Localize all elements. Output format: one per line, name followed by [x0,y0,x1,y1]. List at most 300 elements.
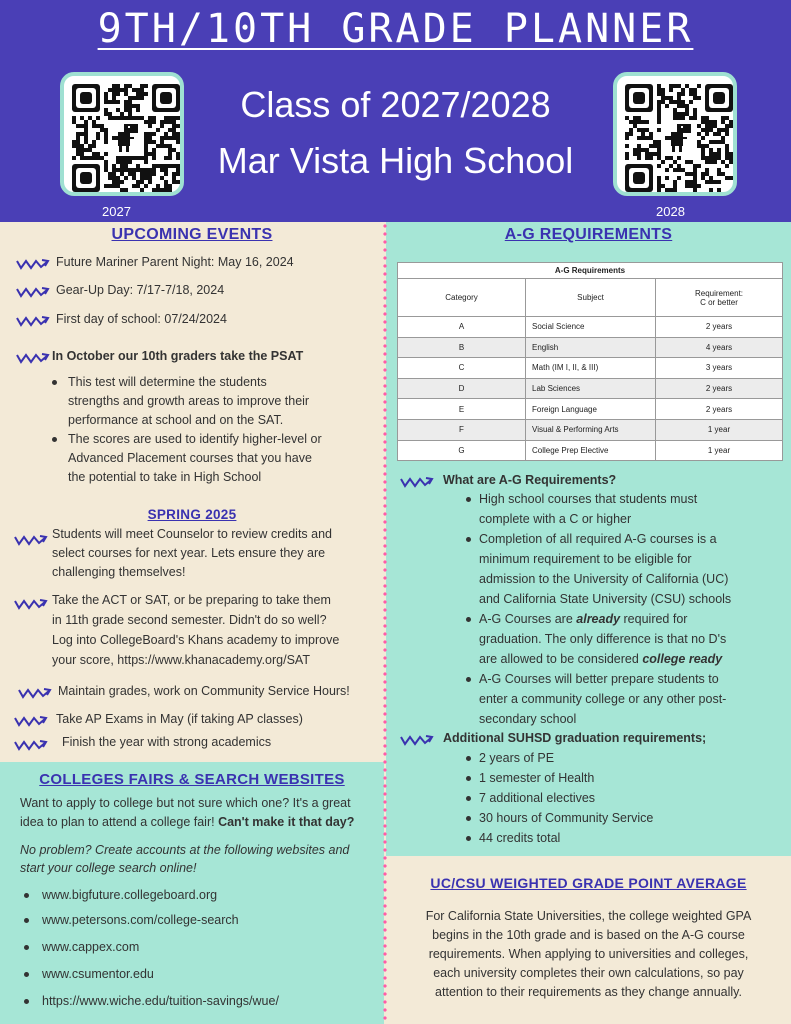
qr-module [144,176,148,180]
qr-module [689,116,693,120]
qr-module [144,148,148,152]
qr-finder [80,92,92,104]
qr-module [693,88,697,92]
qr-module [669,88,673,92]
bullet [466,537,471,542]
qr-module [124,160,128,164]
qr-module [717,172,721,176]
qr-module [665,168,669,172]
qr-module [673,84,677,88]
qr-module [721,116,725,120]
qr-module [625,144,629,148]
qr-module [172,116,176,120]
qr-module [92,124,96,128]
qr-module [92,120,96,124]
qr-module [140,96,144,100]
qr-module [725,176,729,180]
qr-module [84,128,88,132]
bullet [466,677,471,682]
qr-finder [633,92,645,104]
additional-item: 30 hours of Community Service [479,811,654,825]
qr-module [685,84,689,88]
qr-module [124,156,128,160]
qr-module [641,136,645,140]
qr-module [128,168,132,172]
qr-module [124,88,128,92]
qr-module [709,152,713,156]
qr-module [108,176,112,180]
qr-module [128,84,132,88]
qr-module [108,184,112,188]
qr-module [164,180,168,184]
qr-module [96,132,100,136]
qr-module [701,176,705,180]
qr-module [116,88,120,92]
qr-module [701,156,705,160]
qr-module [721,136,725,140]
qr-module [132,116,136,120]
qr-module [729,124,733,128]
qr-module [164,168,168,172]
qr-module [140,172,144,176]
qr-module [665,156,669,160]
gpa-text: attention to their requirements as they change annually. [435,985,742,999]
bullet [52,437,57,442]
qr-module [152,164,156,168]
qr-module [725,132,729,136]
qr-module [657,152,661,156]
qr-module [144,156,148,160]
qr-module [120,156,124,160]
qr-module [657,176,661,180]
qr-module [657,164,661,168]
qr-module [104,128,108,132]
qr-module [88,156,92,160]
qr-module [701,128,705,132]
college-link[interactable]: https://www.wiche.edu/tuition-savings/wue/ [42,994,279,1008]
qr-module [669,84,673,88]
qr-module [689,184,693,188]
qr-module [168,120,172,124]
spring-item: Maintain grades, work on Community Service Hours! [58,684,350,698]
psat-heading: In October our 10th graders take the PSAT [52,349,304,363]
spring-title: SPRING 2025 [147,507,237,522]
qr-module [665,188,669,192]
table-row: E Foreign Language 2 years [398,399,783,420]
qr-module [124,176,128,180]
qr-module [132,104,136,108]
qr-module [168,128,172,132]
qr-module [717,128,721,132]
qr-module [645,156,649,160]
qr-module [705,132,709,136]
qr-module [148,116,152,120]
qr-module [116,168,120,172]
qr-module [112,84,116,88]
qr-module [148,140,152,144]
qr-module [693,188,697,192]
spring-item: your score, https://www.khanacademy.org/SAT [52,653,310,667]
qr-module [80,148,84,152]
qr-module [80,132,84,136]
table-row: B English 4 years [398,337,783,358]
col-subject: Subject [526,279,656,317]
qr-module [725,156,729,160]
qr-module [669,156,673,160]
qr-module [645,152,649,156]
qr-module [132,156,136,160]
qr-module [705,156,709,160]
qr-module [92,156,96,160]
qr-module [144,136,148,140]
qr-module [96,124,100,128]
qr-module [136,168,140,172]
qr-module [721,160,725,164]
qr-module [677,100,681,104]
qr-module [140,180,144,184]
table-row: G College Prep Elective 1 year [398,440,783,461]
colleges-title: COLLEGES FAIRS & SEARCH WEBSITES [39,771,345,788]
spring-item: Finish the year with strong academics [62,735,272,749]
qr-module [100,128,104,132]
qr-module [677,164,681,168]
qr-module [661,160,665,164]
qr-finder [633,172,645,184]
qr-module [124,100,128,104]
qr-module [156,128,160,132]
ag-table-caption: A-G Requirements [398,263,783,279]
qr-module [108,116,112,120]
qr-module [128,108,132,112]
colleges-note: No problem? Create accounts at the following websites and [20,843,350,857]
bullet [24,945,29,950]
qr-module [709,128,713,132]
col-requirement: Requirement: C or better [656,279,783,317]
qr-module [120,160,124,164]
qr-module [108,112,112,116]
spring-item: select courses for next year. Lets ensure they are [52,546,326,560]
qr-module [657,104,661,108]
dinosaur-icon [665,124,691,152]
qr-module [649,132,653,136]
qr-module [152,140,156,144]
qr-module [176,124,180,128]
qr-module [693,176,697,180]
qr-module [709,148,713,152]
qr-module [164,136,168,140]
bullet [466,776,471,781]
squiggle-arrow-icon [14,597,48,611]
qr-module [132,176,136,180]
qr-module [725,152,729,156]
qr-module [124,116,128,120]
qr-module [653,140,657,144]
qr-module [717,156,721,160]
qr-module [677,112,681,116]
squiggle-arrow-icon [18,686,52,700]
qr-module [176,152,180,156]
qr-module [633,148,637,152]
bullet [466,796,471,801]
squiggle-arrow-icon [14,738,48,752]
qr-module [685,104,689,108]
qr-module [104,132,108,136]
gpa-title: UC/CSU WEIGHTED GRADE POINT AVERAGE [430,875,747,891]
qr-module [160,120,164,124]
qr-module [76,140,80,144]
qr-module [697,140,701,144]
qr-module [697,184,701,188]
qr-code-right[interactable] [613,72,737,196]
squiggle-arrow-icon [16,314,50,328]
qr-module [689,172,693,176]
qr-module [176,140,180,144]
qr-module [160,168,164,172]
qr-module [140,156,144,160]
qr-module [685,160,689,164]
squiggle-arrow-icon [16,257,50,271]
qr-module [148,124,152,128]
spring-item: Log into CollegeBoard's Khans academy to improve [52,633,340,647]
colleges-intro: Want to apply to college but not sure which one? It's a great [20,796,351,810]
qr-module [637,144,641,148]
qr-module [717,152,721,156]
qr-module [673,160,677,164]
qr-module [709,120,713,124]
squiggle-arrow-icon [400,475,434,489]
bullet [466,756,471,761]
event-item: Gear-Up Day: 7/17-7/18, 2024 [56,283,225,297]
qr-module [156,144,160,148]
college-link[interactable]: www.bigfuture.collegeboard.org [42,888,218,902]
qr-module [693,92,697,96]
qr-module [172,164,176,168]
qr-module [645,148,649,152]
qr-module [152,152,156,156]
qr-module [685,172,689,176]
qr-code-icon [625,84,733,192]
table-row: A Social Science 2 years [398,317,783,338]
qr-module [713,120,717,124]
qr-module [673,180,677,184]
qr-module [673,168,677,172]
qr-module [132,172,136,176]
qr-module [124,92,128,96]
qr-module [661,88,665,92]
qr-module [665,104,669,108]
qr-module [164,172,168,176]
qr-module [657,92,661,96]
gpa-text: requirements. When applying to universities and colleges, [428,947,749,961]
qr-module [705,168,709,172]
psat-bullet: The scores are used to identify higher-level or [68,432,322,446]
qr-module [84,124,88,128]
table-row: C Math (IM I, II, & III) 3 years [398,358,783,379]
qr-module [156,184,160,188]
qr-code-left[interactable] [60,72,184,196]
squiggle-arrow-icon [14,714,48,728]
qr-module [104,108,108,112]
qr-module [705,180,709,184]
bullet [466,816,471,821]
qr-module [661,184,665,188]
qr-module [717,180,721,184]
qr-module [637,116,641,120]
qr-module [641,120,645,124]
qr-module [148,176,152,180]
qr-module [657,140,661,144]
qr-module [104,136,108,140]
qr-module [697,84,701,88]
qr-module [172,120,176,124]
bullet [466,617,471,622]
qr-module [136,116,140,120]
qr-finder [80,172,92,184]
qr-module [657,116,661,120]
qr-module [72,120,76,124]
qr-module [156,164,160,168]
qr-module [164,156,168,160]
qr-module [96,136,100,140]
qr-module [705,172,709,176]
qr-module [136,156,140,160]
qr-module [96,152,100,156]
qr-module [124,188,128,192]
qr-module [160,144,164,148]
qr-module [657,144,661,148]
qr-module [160,188,164,192]
additional-heading: Additional SUHSD graduation requirements; [443,731,707,745]
qr-module [673,116,677,120]
spring-item: Take the ACT or SAT, or be preparing to take them [52,593,331,607]
qr-module [629,120,633,124]
qr-module [100,156,104,160]
qr-module [84,156,88,160]
qr-module [124,108,128,112]
qr-module [701,152,705,156]
qr-module [136,180,140,184]
qr-module [717,168,721,172]
qr-module [164,164,168,168]
qr-module [677,104,681,108]
qr-module [729,176,733,180]
qr-module [653,152,657,156]
qr-module [697,164,701,168]
qr-module [80,116,84,120]
qr-module [120,180,124,184]
qr-module [116,176,120,180]
qr-module [104,164,108,168]
qr-module [112,176,116,180]
table-row: F Visual & Performing Arts 1 year [398,419,783,440]
qr-module [645,128,649,132]
qr-module [148,152,152,156]
qr-module [128,172,132,176]
qr-module [84,140,88,144]
qr-module [677,168,681,172]
college-link[interactable]: www.petersons.com/college-search [42,913,239,927]
qr-module [116,184,120,188]
qr-module [633,116,637,120]
qr-module [693,164,697,168]
qr-module [701,136,705,140]
squiggle-arrow-icon [400,733,434,747]
dotted-divider [383,222,387,1024]
qr-module [104,160,108,164]
qr-module [168,144,172,148]
qr-module [116,180,120,184]
college-link[interactable]: www.csumentor.edu [42,967,154,981]
qr-module [677,96,681,100]
qr-module [725,148,729,152]
qr-module [128,96,132,100]
qr-module [693,108,697,112]
gpa-text: For California State Universities, the college weighted GPA [425,909,752,923]
qr-module [152,120,156,124]
additional-item: 44 credits total [479,831,561,845]
qr-module [164,120,168,124]
qr-module [92,140,96,144]
qr-finder [160,92,172,104]
qr-module [80,156,84,160]
qr-finder [713,92,725,104]
qr-module [148,180,152,184]
qr-module [144,184,148,188]
additional-item: 2 years of PE [479,751,555,765]
qr-module [160,140,164,144]
qr-module [713,140,717,144]
psat-bullet: strengths and growth areas to improve their [68,394,310,408]
college-link[interactable]: www.cappex.com [42,940,140,954]
qr-module [172,128,176,132]
qr-module [641,128,645,132]
dinosaur-icon [112,124,138,152]
table-row: D Lab Sciences 2 years [398,378,783,399]
qr-module [669,164,673,168]
qr-module [172,132,176,136]
qr-module [689,92,693,96]
qr-module [140,84,144,88]
qr-module [713,160,717,164]
qr-module [673,184,677,188]
qr-module [645,120,649,124]
qr-module [681,168,685,172]
qr-module [625,116,629,120]
qr-module [681,112,685,116]
qr-module [152,168,156,172]
qr-module [657,120,661,124]
bullet [52,380,57,385]
qr-module [681,92,685,96]
qr-module [144,172,148,176]
qr-module [104,168,108,172]
ag-bullet: graduation. The only difference is that no D's [479,632,727,646]
qr-module [112,172,116,176]
psat-bullet: performance at school and on the SAT. [68,413,284,427]
qr-module [705,124,709,128]
qr-module [721,172,725,176]
qr-module [88,144,92,148]
qr-module [164,132,168,136]
qr-module [164,144,168,148]
qr-module [168,136,172,140]
qr-module [657,180,661,184]
qr-module [689,88,693,92]
qr-module [701,172,705,176]
qr-module [108,100,112,104]
colleges-intro: idea to plan to attend a college fair! Can't make it that day? [20,815,355,829]
qr-module [689,180,693,184]
